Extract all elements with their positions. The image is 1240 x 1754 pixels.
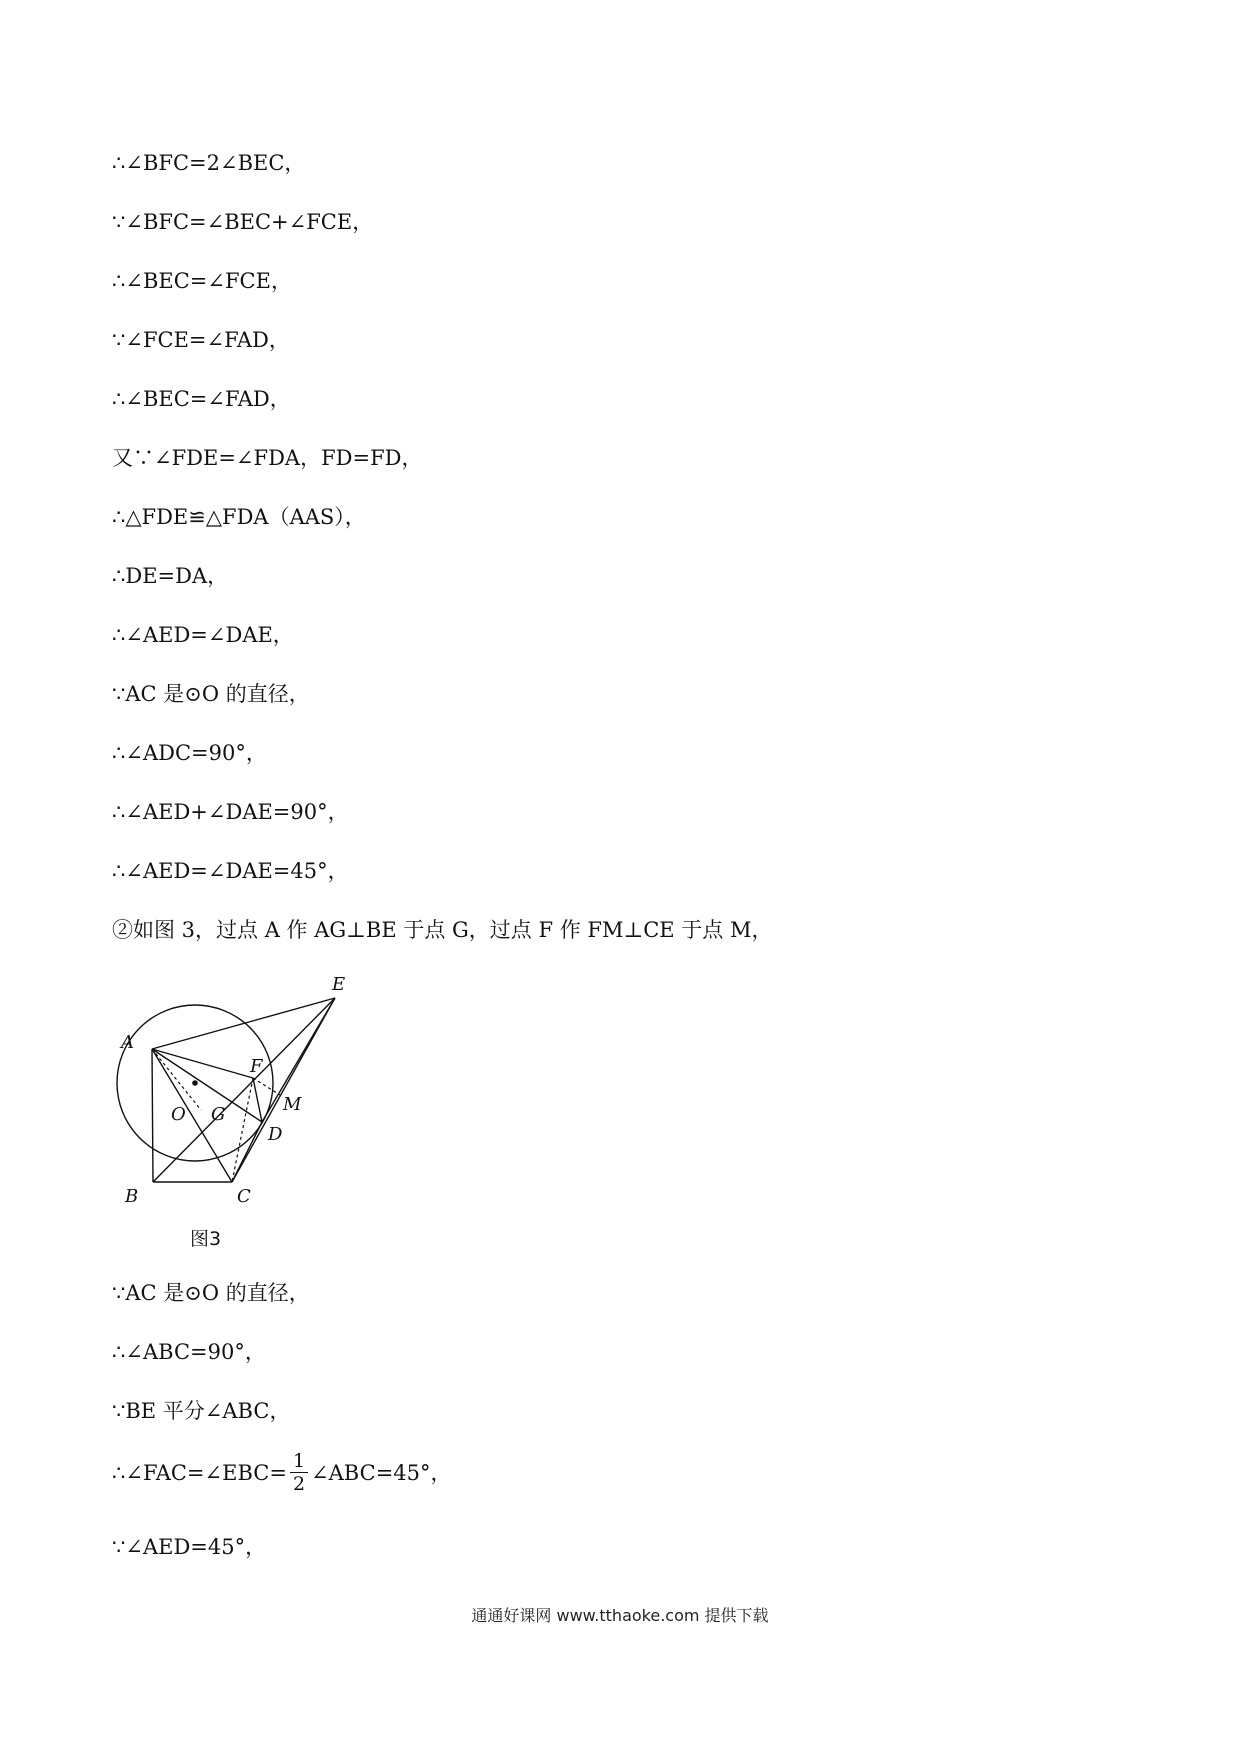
proof-line-7: ∴△FDE≌△FDA（AAS）， — [112, 505, 366, 529]
figure-caption: 图3 — [190, 1228, 222, 1250]
proof-line-1: ∴∠BFC=2∠BEC， — [112, 151, 306, 175]
proof-line-2: ∵∠BFC=∠BEC+∠FCE， — [112, 210, 374, 234]
proof-line-13: ∴∠AED=∠DAE=45°， — [112, 859, 349, 883]
segment-ad — [152, 1049, 262, 1122]
label-f: F — [250, 1056, 263, 1077]
proof-line-5: ∴∠BEC=∠FAD， — [112, 387, 291, 411]
proof-line-3: ∴∠BEC=∠FCE， — [112, 269, 292, 293]
label-e: E — [332, 974, 346, 995]
segment-fd — [253, 1078, 262, 1122]
proof-line-10: ∵AC 是⊙O 的直径， — [112, 682, 310, 706]
proof-line-15: ∵AC 是⊙O 的直径， — [112, 1281, 310, 1305]
label-o: O — [171, 1104, 186, 1125]
geometry-figure-3 — [105, 970, 365, 1220]
figure-3-diagram — [105, 970, 365, 1220]
proof-line-last: ∵∠AED=45°， — [112, 1535, 267, 1559]
fraction-one-half — [290, 1450, 308, 1495]
proof-line-fraction — [112, 1450, 452, 1495]
proof-line-17: ∵BE 平分∠ABC， — [112, 1399, 291, 1423]
proof-line-11: ∴∠ADC=90°， — [112, 741, 267, 765]
fraction-numerator: 1 — [290, 1450, 308, 1473]
center-point-o — [192, 1080, 198, 1086]
label-b: B — [125, 1186, 139, 1207]
proof-line-4: ∵∠FCE=∠FAD， — [112, 328, 290, 352]
proof-line-8: ∴DE=DA， — [112, 564, 229, 588]
segment-ae — [152, 998, 335, 1049]
proof-line-6: 又∵∠FDE=∠FDA，FD=FD， — [112, 446, 423, 470]
page-footer: 通通好课网 www.tthaoke.com 提供下载 — [471, 1606, 769, 1625]
label-m: M — [283, 1094, 302, 1115]
proof-line-16: ∴∠ABC=90°， — [112, 1340, 266, 1364]
fraction-line-before: ∴∠FAC=∠EBC= — [112, 1460, 287, 1485]
fraction-line-after: ∠ABC=45°， — [311, 1460, 452, 1485]
segment-fc-dashed — [232, 1078, 253, 1182]
segment-fm-dashed — [253, 1078, 280, 1095]
label-a: A — [121, 1032, 134, 1053]
proof-line-12: ∴∠AED+∠DAE=90°， — [112, 800, 349, 824]
proof-line-14: ②如图 3，过点 A 作 AG⊥BE 于点 G，过点 F 作 FM⊥CE 于点 M， — [112, 918, 773, 942]
label-d: D — [268, 1124, 283, 1145]
segment-be — [153, 998, 335, 1182]
label-g: G — [211, 1104, 226, 1125]
segment-ag-dashed — [152, 1049, 201, 1110]
segment-ab — [152, 1049, 153, 1182]
label-c: C — [237, 1186, 251, 1207]
proof-line-9: ∴∠AED=∠DAE， — [112, 623, 294, 647]
fraction-denominator: 2 — [292, 1473, 306, 1495]
